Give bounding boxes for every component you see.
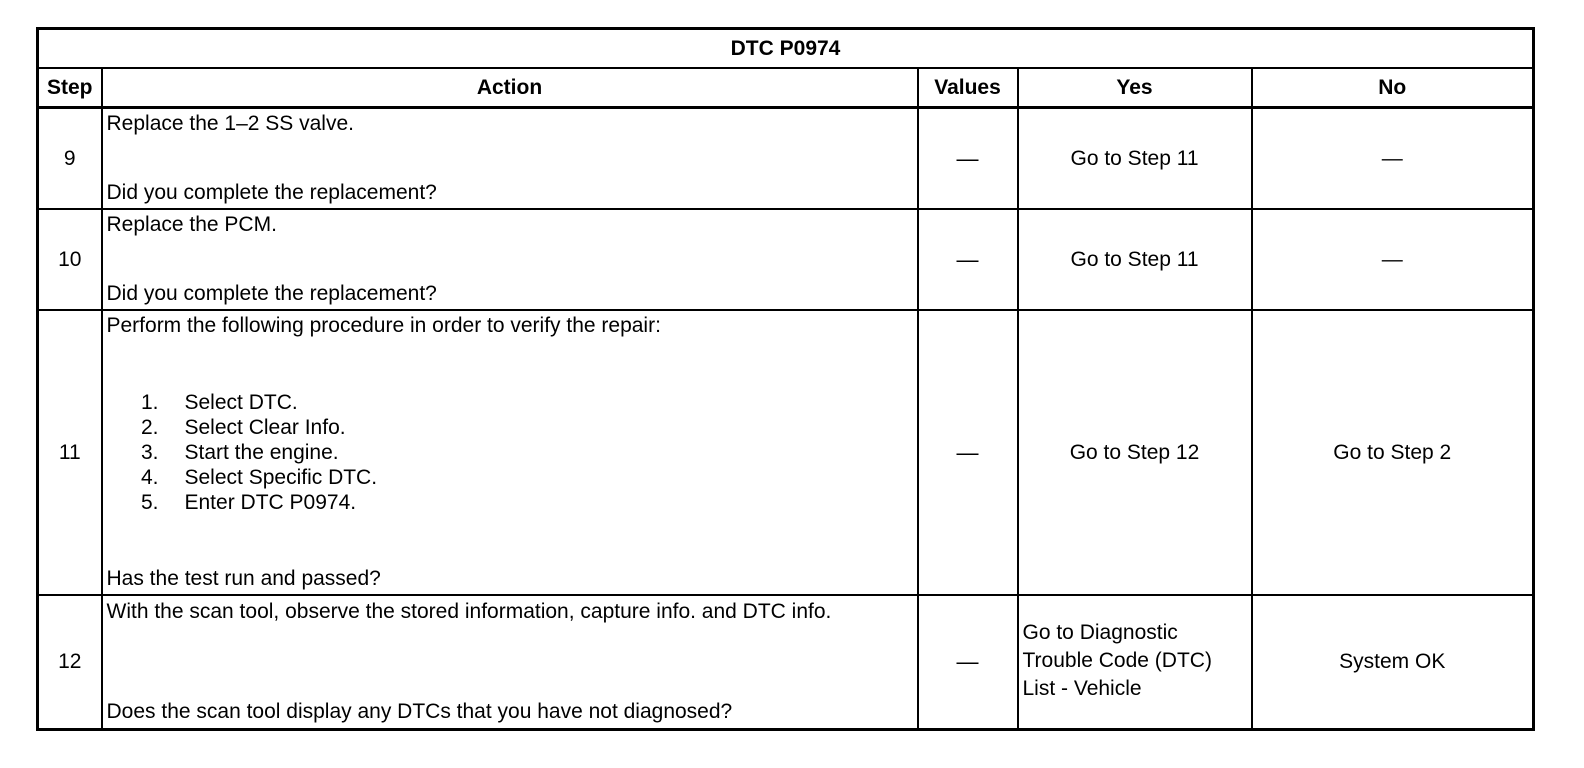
yes-cell: Go to Step 11: [1018, 108, 1252, 210]
action-intro: Replace the PCM.: [106, 213, 277, 236]
yes-cell: Go to Step 12: [1018, 310, 1252, 595]
list-item: [107, 415, 913, 440]
dtc-table-container: [36, 27, 1532, 731]
action-cell: [102, 595, 918, 730]
list-text: Select DTC.: [184, 391, 298, 414]
header-no: No: [1252, 68, 1534, 108]
action-intro: Replace the 1–2 SS valve.: [106, 112, 354, 135]
values-cell: —: [918, 310, 1018, 595]
table-row: [38, 209, 1534, 310]
procedure-list: [107, 390, 913, 515]
no-cell: —: [1252, 108, 1534, 210]
header-values: Values: [918, 68, 1018, 108]
header-step: Step: [38, 68, 102, 108]
list-number: 3.: [140, 441, 159, 464]
list-number: 2.: [140, 416, 159, 439]
list-item: [107, 465, 913, 490]
dtc-table: [36, 27, 1535, 731]
list-text: Enter DTC P0974.: [184, 491, 357, 514]
action-question: Does the scan tool display any DTCs that you have not diagnosed?: [106, 700, 733, 723]
list-number: 4.: [140, 466, 159, 489]
action-question: Has the test run and passed?: [106, 567, 381, 590]
list-text: Start the engine.: [184, 441, 339, 464]
header-yes: Yes: [1018, 68, 1252, 108]
action-cell: [102, 310, 918, 595]
action-question: Did you complete the replacement?: [106, 282, 437, 305]
list-item: [107, 490, 913, 515]
action-intro: Perform the following procedure in order to verify the repair:: [106, 314, 661, 337]
no-cell: Go to Step 2: [1252, 310, 1534, 595]
values-cell: —: [918, 209, 1018, 310]
list-text: Select Specific DTC.: [184, 466, 378, 489]
action-question: Did you complete the replacement?: [106, 181, 437, 204]
no-cell: —: [1252, 209, 1534, 310]
header-action: Action: [102, 68, 918, 108]
action-cell: [102, 209, 918, 310]
step-number: 10: [38, 209, 102, 310]
step-number: 12: [38, 595, 102, 730]
table-row: [38, 310, 1534, 595]
list-number: 1.: [140, 391, 159, 414]
values-cell: —: [918, 108, 1018, 210]
step-number: 11: [38, 310, 102, 595]
table-title: DTC P0974: [38, 29, 1534, 69]
yes-cell: Go to Diagnostic Trouble Code (DTC) List - Vehicle: [1018, 595, 1252, 730]
table-row: [38, 108, 1534, 210]
list-number: 5.: [140, 491, 159, 514]
header-row: [38, 68, 1534, 108]
list-text: Select Clear Info.: [184, 416, 346, 439]
no-cell: System OK: [1252, 595, 1534, 730]
table-row: [38, 595, 1534, 730]
yes-cell: Go to Step 11: [1018, 209, 1252, 310]
action-cell: [102, 108, 918, 210]
step-number: 9: [38, 108, 102, 210]
list-item: [107, 390, 913, 415]
list-item: [107, 440, 913, 465]
action-intro: With the scan tool, observe the stored information, capture info. and DTC info.: [106, 600, 832, 623]
values-cell: —: [918, 595, 1018, 730]
